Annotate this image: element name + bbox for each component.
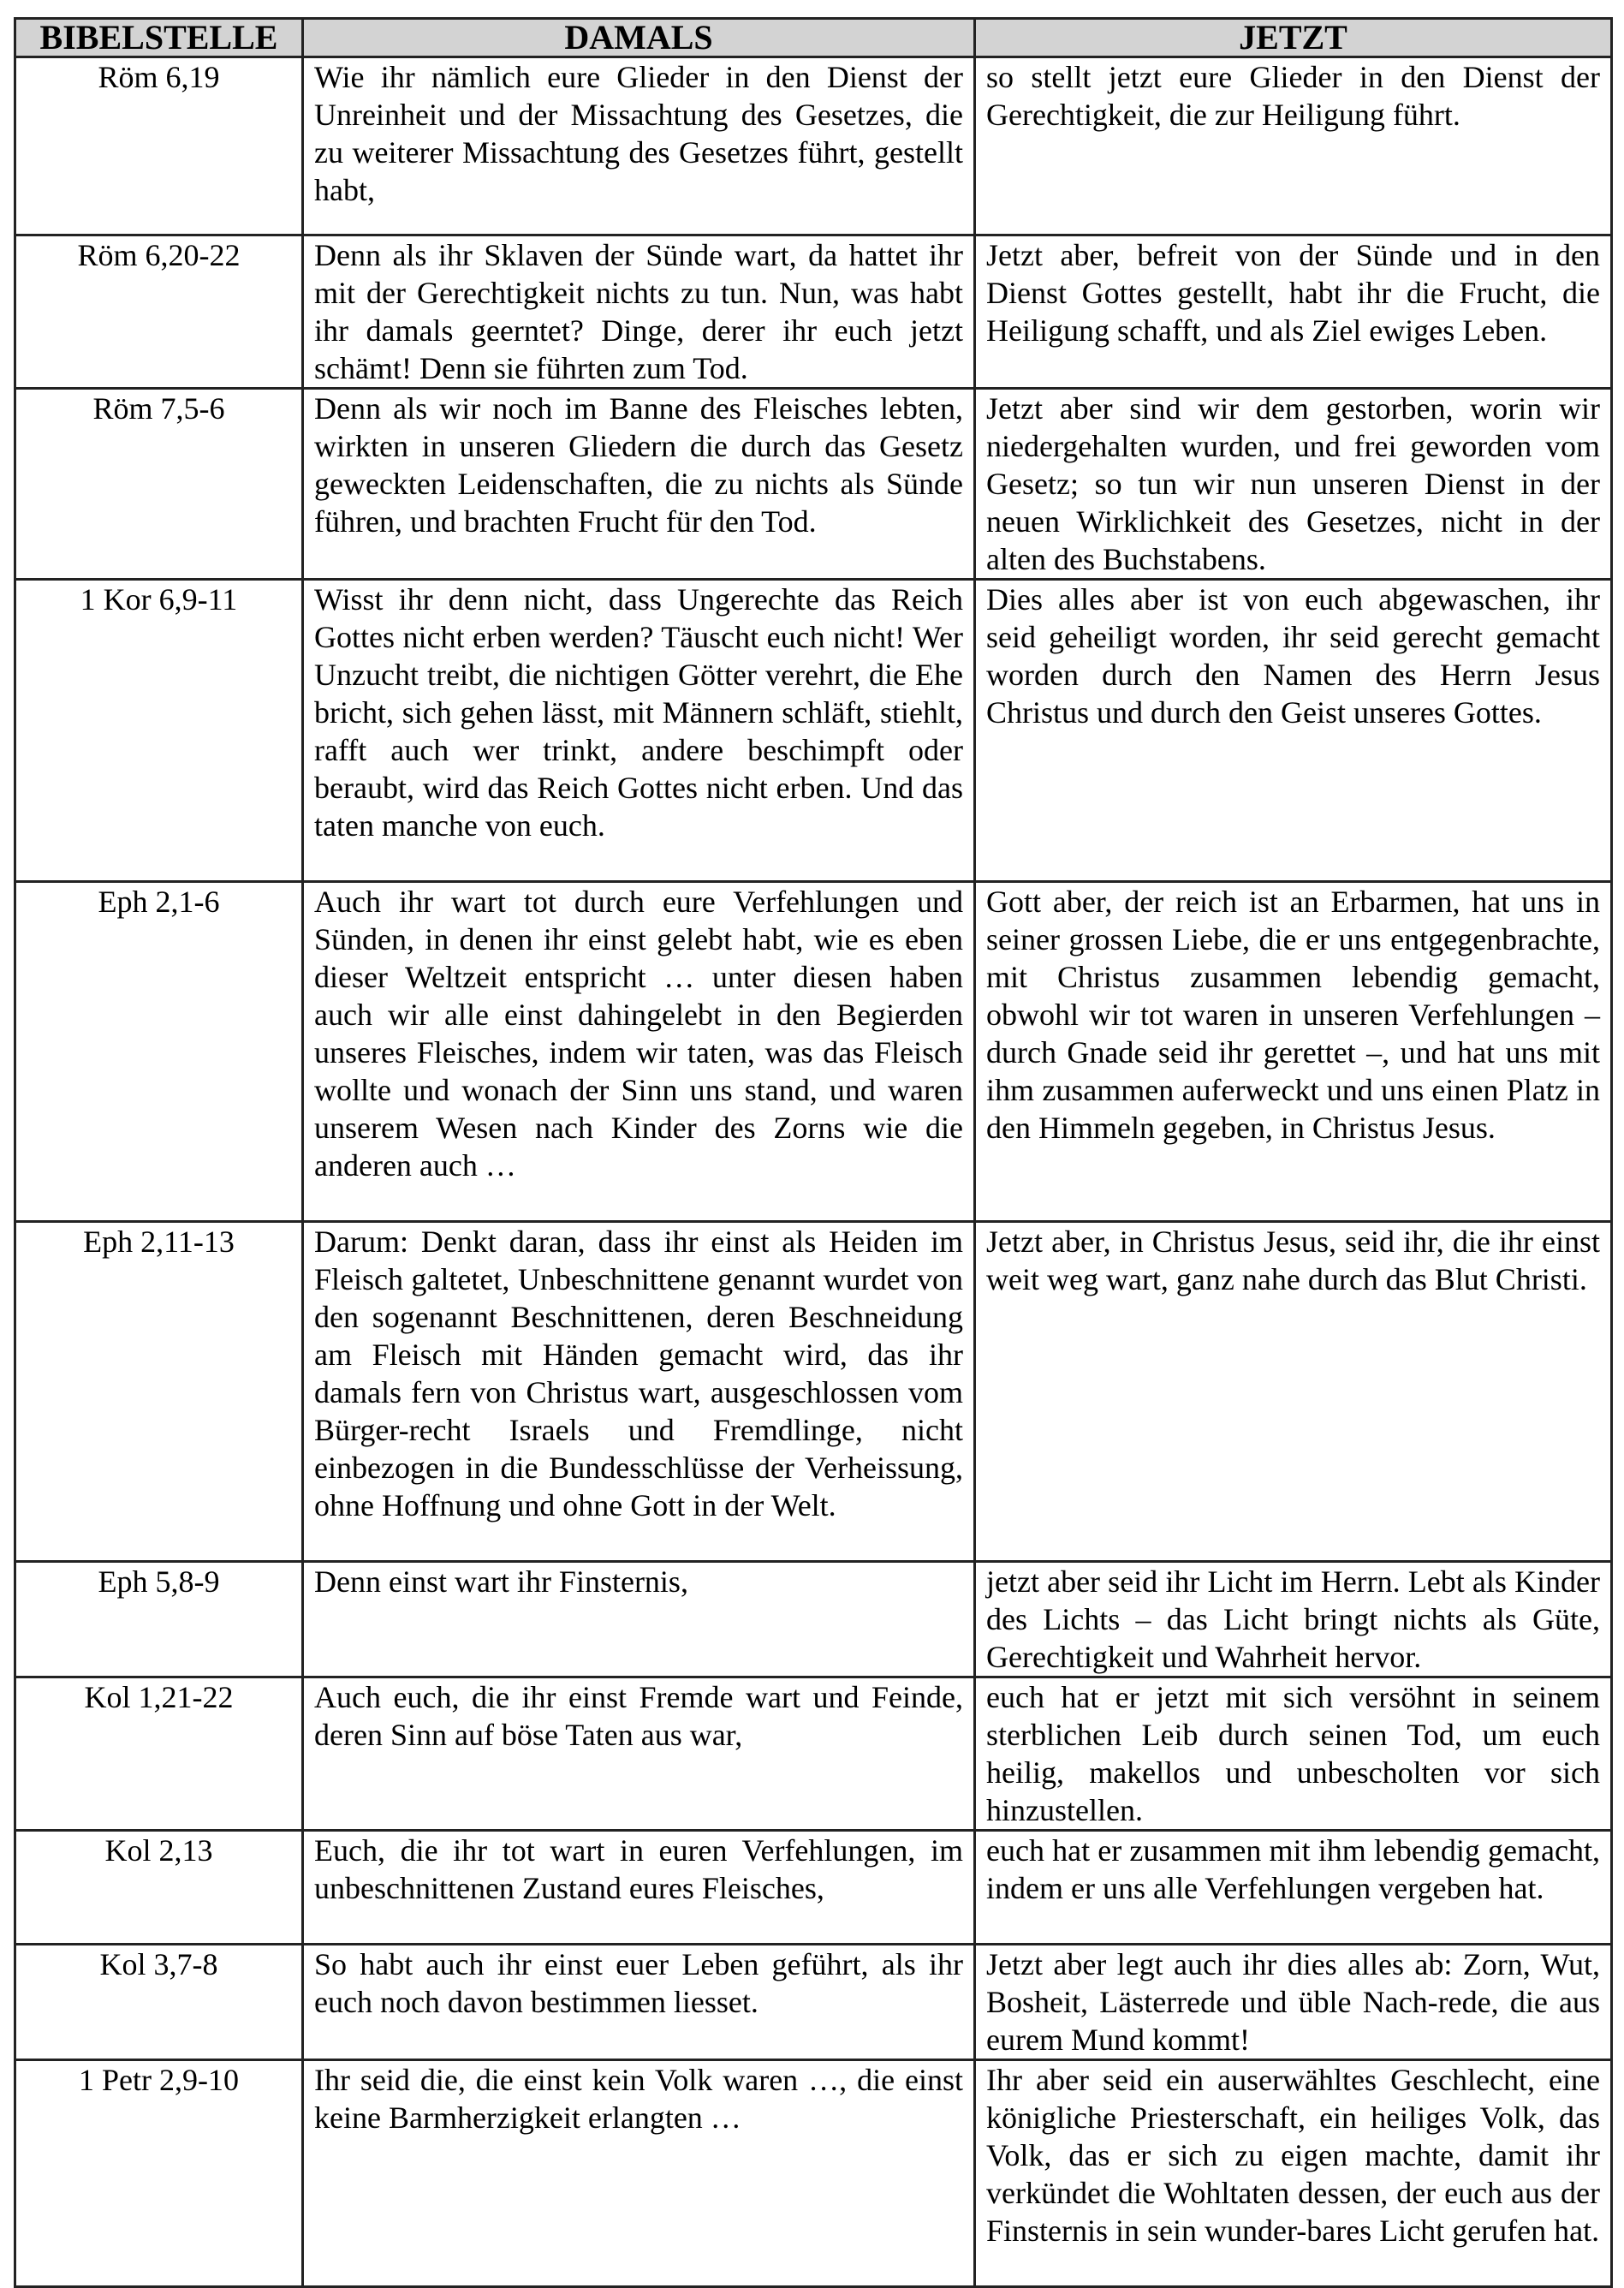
- now-text: euch hat er jetzt mit sich versöhnt in seinem sterblichen Leib durch seinen Tod, um euch heilig, makellos und unbescholten vor sich hinzustellen.: [975, 1677, 1612, 1831]
- table-header-row: [15, 19, 1612, 57]
- now-text: Jetzt aber sind wir dem gestorben, worin wir niedergehalten wurden, und frei geworden vom Gesetz; so tun wir nun unseren Dienst in der neuen Wirklichkeit des Gesetzes, nicht in der alten des Buchstabens.: [975, 389, 1612, 580]
- then-text: Wie ihr nämlich eure Glieder in den Dienst der Unreinheit und der Missachtung des Gesetzes, die zu weiterer Missachtung des Gesetzes führt, gestellt habt,: [303, 57, 975, 235]
- table-row: [15, 1831, 1612, 1945]
- then-text: Darum: Denkt daran, dass ihr einst als Heiden im Fleisch galtetet, Unbeschnittene genannt wurdet von den sogenannt Beschnittenen, deren Beschneidung am Fleisch mit Händen gemacht wird, das ihr damals fern von Christus wart, ausgeschlossen vom Bürger-recht Israels und Fremdlinge, nicht einbezogen in die Bundesschlüsse der Verheissung, ohne Hoffnung und ohne Gott in der Welt.: [303, 1222, 975, 1562]
- bible-reference: 1 Petr 2,9-10: [15, 2060, 303, 2287]
- header-damals: DAMALS: [303, 19, 975, 57]
- now-text: so stellt jetzt eure Glieder in den Dienst der Gerechtigkeit, die zur Heiligung führt.: [975, 57, 1612, 235]
- now-text: Ihr aber seid ein auserwähltes Geschlecht, eine königliche Priesterschaft, ein heiliges Volk, das Volk, das er sich zu eigen machte, damit ihr verkündet die Wohltaten dessen, der euch aus der Finsternis in sein wunder-bares Licht gerufen hat.: [975, 2060, 1612, 2287]
- bible-reference: Eph 2,11-13: [15, 1222, 303, 1562]
- bible-reference: Eph 2,1-6: [15, 882, 303, 1222]
- then-text: Ihr seid die, die einst kein Volk waren …, die einst keine Barmherzigkeit erlangten …: [303, 2060, 975, 2287]
- table-row: [15, 389, 1612, 580]
- table-row: [15, 1945, 1612, 2060]
- table-row: [15, 580, 1612, 882]
- comparison-table: [14, 17, 1613, 2288]
- then-text: Auch euch, die ihr einst Fremde wart und Feinde, deren Sinn auf böse Taten aus war,: [303, 1677, 975, 1831]
- bible-reference: Eph 5,8-9: [15, 1562, 303, 1677]
- table-row: [15, 2060, 1612, 2287]
- bible-reference: Röm 7,5-6: [15, 389, 303, 580]
- then-text: Auch ihr wart tot durch eure Verfehlungen und Sünden, in denen ihr einst gelebt habt, wie es eben dieser Weltzeit entspricht … unter diesen haben auch wir alle einst dahingelebt in den Begierden unseres Fleisches, indem wir taten, was das Fleisch wollte und wonach der Sinn uns stand, und waren unserem Wesen nach Kinder des Zorns wie die anderen auch …: [303, 882, 975, 1222]
- then-text: Denn einst wart ihr Finsternis,: [303, 1562, 975, 1677]
- header-jetzt: JETZT: [975, 19, 1612, 57]
- now-text: Jetzt aber, in Christus Jesus, seid ihr, die ihr einst weit weg wart, ganz nahe durch das Blut Christi.: [975, 1222, 1612, 1562]
- now-text: Dies alles aber ist von euch abgewaschen, ihr seid geheiligt worden, ihr seid gerecht gemacht worden durch den Namen des Herrn Jesus Christus und durch den Geist unseres Gottes.: [975, 580, 1612, 882]
- table-row: [15, 1222, 1612, 1562]
- now-text: euch hat er zusammen mit ihm lebendig gemacht, indem er uns alle Verfehlungen vergeben hat.: [975, 1831, 1612, 1945]
- then-text: Wisst ihr denn nicht, dass Ungerechte das Reich Gottes nicht erben werden? Täuscht euch nicht! Wer Unzucht treibt, die nichtigen Götter verehrt, die Ehe bricht, sich gehen lässt, mit Männern schläft, stiehlt, rafft auch wer trinkt, andere beschimpft oder beraubt, wird das Reich Gottes nicht erben. Und das taten manche von euch.: [303, 580, 975, 882]
- then-text: Denn als wir noch im Banne des Fleisches lebten, wirkten in unseren Gliedern die durch das Gesetz geweckten Leidenschaften, die zu nichts als Sünde führen, und brachten Frucht für den Tod.: [303, 389, 975, 580]
- bible-reference: Röm 6,19: [15, 57, 303, 235]
- now-text: Jetzt aber legt auch ihr dies alles ab: Zorn, Wut, Bosheit, Lästerrede und üble Nach-rede, die aus eurem Mund kommt!: [975, 1945, 1612, 2060]
- bible-reference: 1 Kor 6,9-11: [15, 580, 303, 882]
- now-text: Jetzt aber, befreit von der Sünde und in den Dienst Gottes gestellt, habt ihr die Frucht, die Heiligung schafft, und als Ziel ewiges Leben.: [975, 235, 1612, 389]
- table-row: [15, 1562, 1612, 1677]
- bible-reference: Röm 6,20-22: [15, 235, 303, 389]
- bible-reference: Kol 3,7-8: [15, 1945, 303, 2060]
- then-text: Euch, die ihr tot wart in euren Verfehlungen, im unbeschnittenen Zustand eures Fleisches,: [303, 1831, 975, 1945]
- document-page: [14, 17, 1610, 2288]
- table-row: [15, 1677, 1612, 1831]
- table-row: [15, 57, 1612, 235]
- table-row: [15, 882, 1612, 1222]
- bible-reference: Kol 2,13: [15, 1831, 303, 1945]
- now-text: Gott aber, der reich ist an Erbarmen, hat uns in seiner grossen Liebe, die er uns entgegenbrachte, mit Christus zusammen lebendig gemacht, obwohl wir tot waren in unseren Verfehlungen – durch Gnade seid ihr gerettet –, und hat uns mit ihm zusammen auferweckt und uns einen Platz in den Himmeln gegeben, in Christus Jesus.: [975, 882, 1612, 1222]
- table-row: [15, 235, 1612, 389]
- bible-reference: Kol 1,21-22: [15, 1677, 303, 1831]
- then-text: So habt auch ihr einst euer Leben geführt, als ihr euch noch davon bestimmen liesset.: [303, 1945, 975, 2060]
- then-text: Denn als ihr Sklaven der Sünde wart, da hattet ihr mit der Gerechtigkeit nichts zu tun. Nun, was habt ihr damals geerntet? Dinge, derer ihr euch jetzt schämt! Denn sie führten zum Tod.: [303, 235, 975, 389]
- now-text: jetzt aber seid ihr Licht im Herrn. Lebt als Kinder des Lichts – das Licht bringt nichts als Güte, Gerechtigkeit und Wahrheit hervor.: [975, 1562, 1612, 1677]
- header-bibelstelle: BIBELSTELLE: [15, 19, 303, 57]
